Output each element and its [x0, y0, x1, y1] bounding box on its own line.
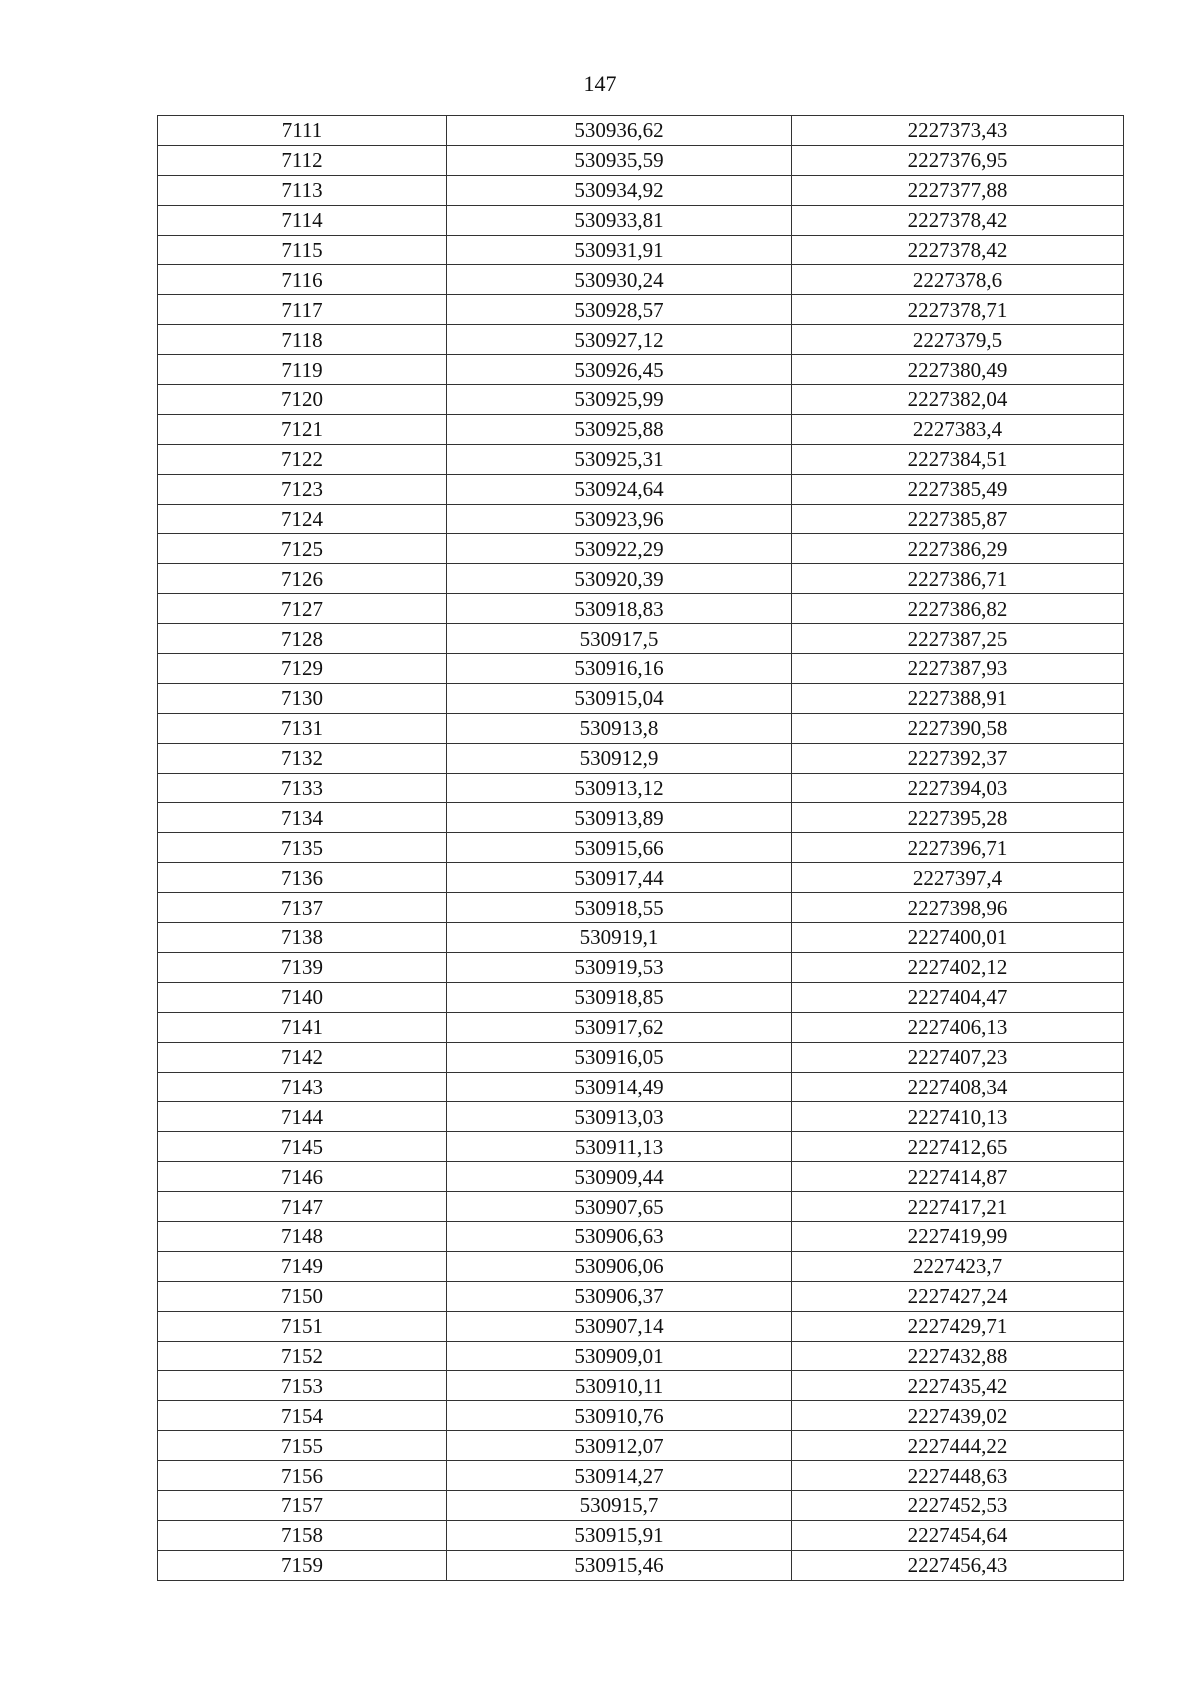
point-number-cell: 7144 — [158, 1102, 447, 1132]
x-coordinate-cell: 530912,07 — [447, 1431, 792, 1461]
point-number-cell: 7119 — [158, 355, 447, 385]
x-coordinate-cell: 530915,04 — [447, 683, 792, 713]
point-number-cell: 7154 — [158, 1401, 447, 1431]
table-row — [158, 893, 1124, 923]
y-coordinate-cell: 2227385,49 — [792, 474, 1124, 504]
table-row — [158, 504, 1124, 534]
point-number-cell: 7140 — [158, 982, 447, 1012]
x-coordinate-cell: 530919,1 — [447, 923, 792, 953]
table-row — [158, 205, 1124, 235]
y-coordinate-cell: 2227432,88 — [792, 1341, 1124, 1371]
table-row — [158, 1311, 1124, 1341]
table-row — [158, 773, 1124, 803]
y-coordinate-cell: 2227392,37 — [792, 743, 1124, 773]
point-number-cell: 7122 — [158, 444, 447, 474]
y-coordinate-cell: 2227412,65 — [792, 1132, 1124, 1162]
point-number-cell: 7152 — [158, 1341, 447, 1371]
point-number-cell: 7127 — [158, 594, 447, 624]
x-coordinate-cell: 530916,05 — [447, 1042, 792, 1072]
x-coordinate-cell: 530918,85 — [447, 982, 792, 1012]
table-row — [158, 1520, 1124, 1550]
x-coordinate-cell: 530935,59 — [447, 145, 792, 175]
y-coordinate-cell: 2227439,02 — [792, 1401, 1124, 1431]
x-coordinate-cell: 530915,46 — [447, 1550, 792, 1580]
x-coordinate-cell: 530931,91 — [447, 235, 792, 265]
table-row — [158, 444, 1124, 474]
table-row — [158, 235, 1124, 265]
table-row — [158, 534, 1124, 564]
point-number-cell: 7138 — [158, 923, 447, 953]
point-number-cell: 7120 — [158, 385, 447, 415]
y-coordinate-cell: 2227383,4 — [792, 414, 1124, 444]
y-coordinate-cell: 2227386,29 — [792, 534, 1124, 564]
x-coordinate-cell: 530913,8 — [447, 713, 792, 743]
x-coordinate-cell: 530926,45 — [447, 355, 792, 385]
point-number-cell: 7143 — [158, 1072, 447, 1102]
x-coordinate-cell: 530906,37 — [447, 1281, 792, 1311]
x-coordinate-cell: 530913,03 — [447, 1102, 792, 1132]
table-row — [158, 1012, 1124, 1042]
point-number-cell: 7147 — [158, 1192, 447, 1222]
table-row — [158, 1251, 1124, 1281]
x-coordinate-cell: 530924,64 — [447, 474, 792, 504]
point-number-cell: 7111 — [158, 116, 447, 146]
table-row — [158, 923, 1124, 953]
y-coordinate-cell: 2227408,34 — [792, 1072, 1124, 1102]
y-coordinate-cell: 2227397,4 — [792, 863, 1124, 893]
coordinates-table — [157, 115, 1124, 1581]
y-coordinate-cell: 2227398,96 — [792, 893, 1124, 923]
y-coordinate-cell: 2227376,95 — [792, 145, 1124, 175]
x-coordinate-cell: 530918,83 — [447, 594, 792, 624]
point-number-cell: 7113 — [158, 175, 447, 205]
point-number-cell: 7126 — [158, 564, 447, 594]
x-coordinate-cell: 530916,16 — [447, 654, 792, 684]
table-row — [158, 713, 1124, 743]
y-coordinate-cell: 2227427,24 — [792, 1281, 1124, 1311]
point-number-cell: 7112 — [158, 145, 447, 175]
x-coordinate-cell: 530922,29 — [447, 534, 792, 564]
x-coordinate-cell: 530918,55 — [447, 893, 792, 923]
x-coordinate-cell: 530906,63 — [447, 1221, 792, 1251]
point-number-cell: 7134 — [158, 803, 447, 833]
point-number-cell: 7128 — [158, 624, 447, 654]
point-number-cell: 7159 — [158, 1550, 447, 1580]
point-number-cell: 7136 — [158, 863, 447, 893]
table-row — [158, 145, 1124, 175]
y-coordinate-cell: 2227454,64 — [792, 1520, 1124, 1550]
y-coordinate-cell: 2227394,03 — [792, 773, 1124, 803]
point-number-cell: 7153 — [158, 1371, 447, 1401]
y-coordinate-cell: 2227435,42 — [792, 1371, 1124, 1401]
x-coordinate-cell: 530920,39 — [447, 564, 792, 594]
x-coordinate-cell: 530909,01 — [447, 1341, 792, 1371]
table-row — [158, 1102, 1124, 1132]
point-number-cell: 7142 — [158, 1042, 447, 1072]
x-coordinate-cell: 530910,76 — [447, 1401, 792, 1431]
x-coordinate-cell: 530928,57 — [447, 295, 792, 325]
y-coordinate-cell: 2227387,93 — [792, 654, 1124, 684]
x-coordinate-cell: 530915,66 — [447, 833, 792, 863]
point-number-cell: 7123 — [158, 474, 447, 504]
y-coordinate-cell: 2227378,71 — [792, 295, 1124, 325]
point-number-cell: 7158 — [158, 1520, 447, 1550]
x-coordinate-cell: 530930,24 — [447, 265, 792, 295]
x-coordinate-cell: 530927,12 — [447, 325, 792, 355]
y-coordinate-cell: 2227396,71 — [792, 833, 1124, 863]
table-row — [158, 385, 1124, 415]
table-row — [158, 355, 1124, 385]
table-row — [158, 683, 1124, 713]
table-row — [158, 1132, 1124, 1162]
y-coordinate-cell: 2227406,13 — [792, 1012, 1124, 1042]
point-number-cell: 7117 — [158, 295, 447, 325]
x-coordinate-cell: 530915,91 — [447, 1520, 792, 1550]
point-number-cell: 7139 — [158, 952, 447, 982]
y-coordinate-cell: 2227385,87 — [792, 504, 1124, 534]
y-coordinate-cell: 2227386,71 — [792, 564, 1124, 594]
point-number-cell: 7135 — [158, 833, 447, 863]
x-coordinate-cell: 530936,62 — [447, 116, 792, 146]
point-number-cell: 7133 — [158, 773, 447, 803]
table-row — [158, 1550, 1124, 1580]
y-coordinate-cell: 2227419,99 — [792, 1221, 1124, 1251]
table-row — [158, 1192, 1124, 1222]
y-coordinate-cell: 2227404,47 — [792, 982, 1124, 1012]
y-coordinate-cell: 2227400,01 — [792, 923, 1124, 953]
y-coordinate-cell: 2227423,7 — [792, 1251, 1124, 1281]
x-coordinate-cell: 530912,9 — [447, 743, 792, 773]
table-row — [158, 654, 1124, 684]
x-coordinate-cell: 530906,06 — [447, 1251, 792, 1281]
x-coordinate-cell: 530917,44 — [447, 863, 792, 893]
x-coordinate-cell: 530907,14 — [447, 1311, 792, 1341]
table-row — [158, 1401, 1124, 1431]
table-row — [158, 414, 1124, 444]
table-row — [158, 1341, 1124, 1371]
table-row — [158, 594, 1124, 624]
point-number-cell: 7129 — [158, 654, 447, 684]
point-number-cell: 7137 — [158, 893, 447, 923]
y-coordinate-cell: 2227378,42 — [792, 235, 1124, 265]
point-number-cell: 7141 — [158, 1012, 447, 1042]
y-coordinate-cell: 2227444,22 — [792, 1431, 1124, 1461]
page-number: 147 — [583, 71, 617, 96]
y-coordinate-cell: 2227387,25 — [792, 624, 1124, 654]
point-number-cell: 7114 — [158, 205, 447, 235]
y-coordinate-cell: 2227456,43 — [792, 1550, 1124, 1580]
y-coordinate-cell: 2227395,28 — [792, 803, 1124, 833]
x-coordinate-cell: 530915,7 — [447, 1490, 792, 1520]
table-row — [158, 1042, 1124, 1072]
y-coordinate-cell: 2227417,21 — [792, 1192, 1124, 1222]
table-row — [158, 325, 1124, 355]
y-coordinate-cell: 2227377,88 — [792, 175, 1124, 205]
y-coordinate-cell: 2227448,63 — [792, 1461, 1124, 1491]
table-row — [158, 1431, 1124, 1461]
y-coordinate-cell: 2227378,42 — [792, 205, 1124, 235]
point-number-cell: 7132 — [158, 743, 447, 773]
y-coordinate-cell: 2227402,12 — [792, 952, 1124, 982]
x-coordinate-cell: 530917,62 — [447, 1012, 792, 1042]
y-coordinate-cell: 2227382,04 — [792, 385, 1124, 415]
table-row — [158, 474, 1124, 504]
table-row — [158, 863, 1124, 893]
point-number-cell: 7124 — [158, 504, 447, 534]
x-coordinate-cell: 530913,12 — [447, 773, 792, 803]
y-coordinate-cell: 2227388,91 — [792, 683, 1124, 713]
table-row — [158, 116, 1124, 146]
table-row — [158, 743, 1124, 773]
table-row — [158, 1371, 1124, 1401]
point-number-cell: 7125 — [158, 534, 447, 564]
x-coordinate-cell: 530907,65 — [447, 1192, 792, 1222]
y-coordinate-cell: 2227414,87 — [792, 1162, 1124, 1192]
point-number-cell: 7115 — [158, 235, 447, 265]
table-row — [158, 1221, 1124, 1251]
table-row — [158, 295, 1124, 325]
point-number-cell: 7150 — [158, 1281, 447, 1311]
point-number-cell: 7149 — [158, 1251, 447, 1281]
x-coordinate-cell: 530909,44 — [447, 1162, 792, 1192]
x-coordinate-cell: 530923,96 — [447, 504, 792, 534]
table-row — [158, 265, 1124, 295]
y-coordinate-cell: 2227378,6 — [792, 265, 1124, 295]
point-number-cell: 7148 — [158, 1221, 447, 1251]
x-coordinate-cell: 530933,81 — [447, 205, 792, 235]
table-row — [158, 564, 1124, 594]
y-coordinate-cell: 2227379,5 — [792, 325, 1124, 355]
y-coordinate-cell: 2227384,51 — [792, 444, 1124, 474]
y-coordinate-cell: 2227407,23 — [792, 1042, 1124, 1072]
y-coordinate-cell: 2227380,49 — [792, 355, 1124, 385]
point-number-cell: 7121 — [158, 414, 447, 444]
table-row — [158, 952, 1124, 982]
table-row — [158, 624, 1124, 654]
table-row — [158, 175, 1124, 205]
x-coordinate-cell: 530913,89 — [447, 803, 792, 833]
table-row — [158, 1072, 1124, 1102]
y-coordinate-cell: 2227373,43 — [792, 116, 1124, 146]
x-coordinate-cell: 530911,13 — [447, 1132, 792, 1162]
point-number-cell: 7130 — [158, 683, 447, 713]
table-row — [158, 1490, 1124, 1520]
point-number-cell: 7157 — [158, 1490, 447, 1520]
point-number-cell: 7131 — [158, 713, 447, 743]
point-number-cell: 7155 — [158, 1431, 447, 1461]
point-number-cell: 7145 — [158, 1132, 447, 1162]
x-coordinate-cell: 530914,27 — [447, 1461, 792, 1491]
point-number-cell: 7116 — [158, 265, 447, 295]
x-coordinate-cell: 530917,5 — [447, 624, 792, 654]
x-coordinate-cell: 530925,88 — [447, 414, 792, 444]
table-row — [158, 833, 1124, 863]
y-coordinate-cell: 2227390,58 — [792, 713, 1124, 743]
y-coordinate-cell: 2227429,71 — [792, 1311, 1124, 1341]
x-coordinate-cell: 530910,11 — [447, 1371, 792, 1401]
point-number-cell: 7151 — [158, 1311, 447, 1341]
x-coordinate-cell: 530919,53 — [447, 952, 792, 982]
y-coordinate-cell: 2227452,53 — [792, 1490, 1124, 1520]
point-number-cell: 7156 — [158, 1461, 447, 1491]
coordinates-table-body — [158, 116, 1124, 1581]
table-row — [158, 1162, 1124, 1192]
table-row — [158, 982, 1124, 1012]
point-number-cell: 7118 — [158, 325, 447, 355]
table-row — [158, 1281, 1124, 1311]
x-coordinate-cell: 530925,99 — [447, 385, 792, 415]
x-coordinate-cell: 530925,31 — [447, 444, 792, 474]
table-row — [158, 1461, 1124, 1491]
x-coordinate-cell: 530914,49 — [447, 1072, 792, 1102]
table-row — [158, 803, 1124, 833]
y-coordinate-cell: 2227386,82 — [792, 594, 1124, 624]
y-coordinate-cell: 2227410,13 — [792, 1102, 1124, 1132]
point-number-cell: 7146 — [158, 1162, 447, 1192]
x-coordinate-cell: 530934,92 — [447, 175, 792, 205]
